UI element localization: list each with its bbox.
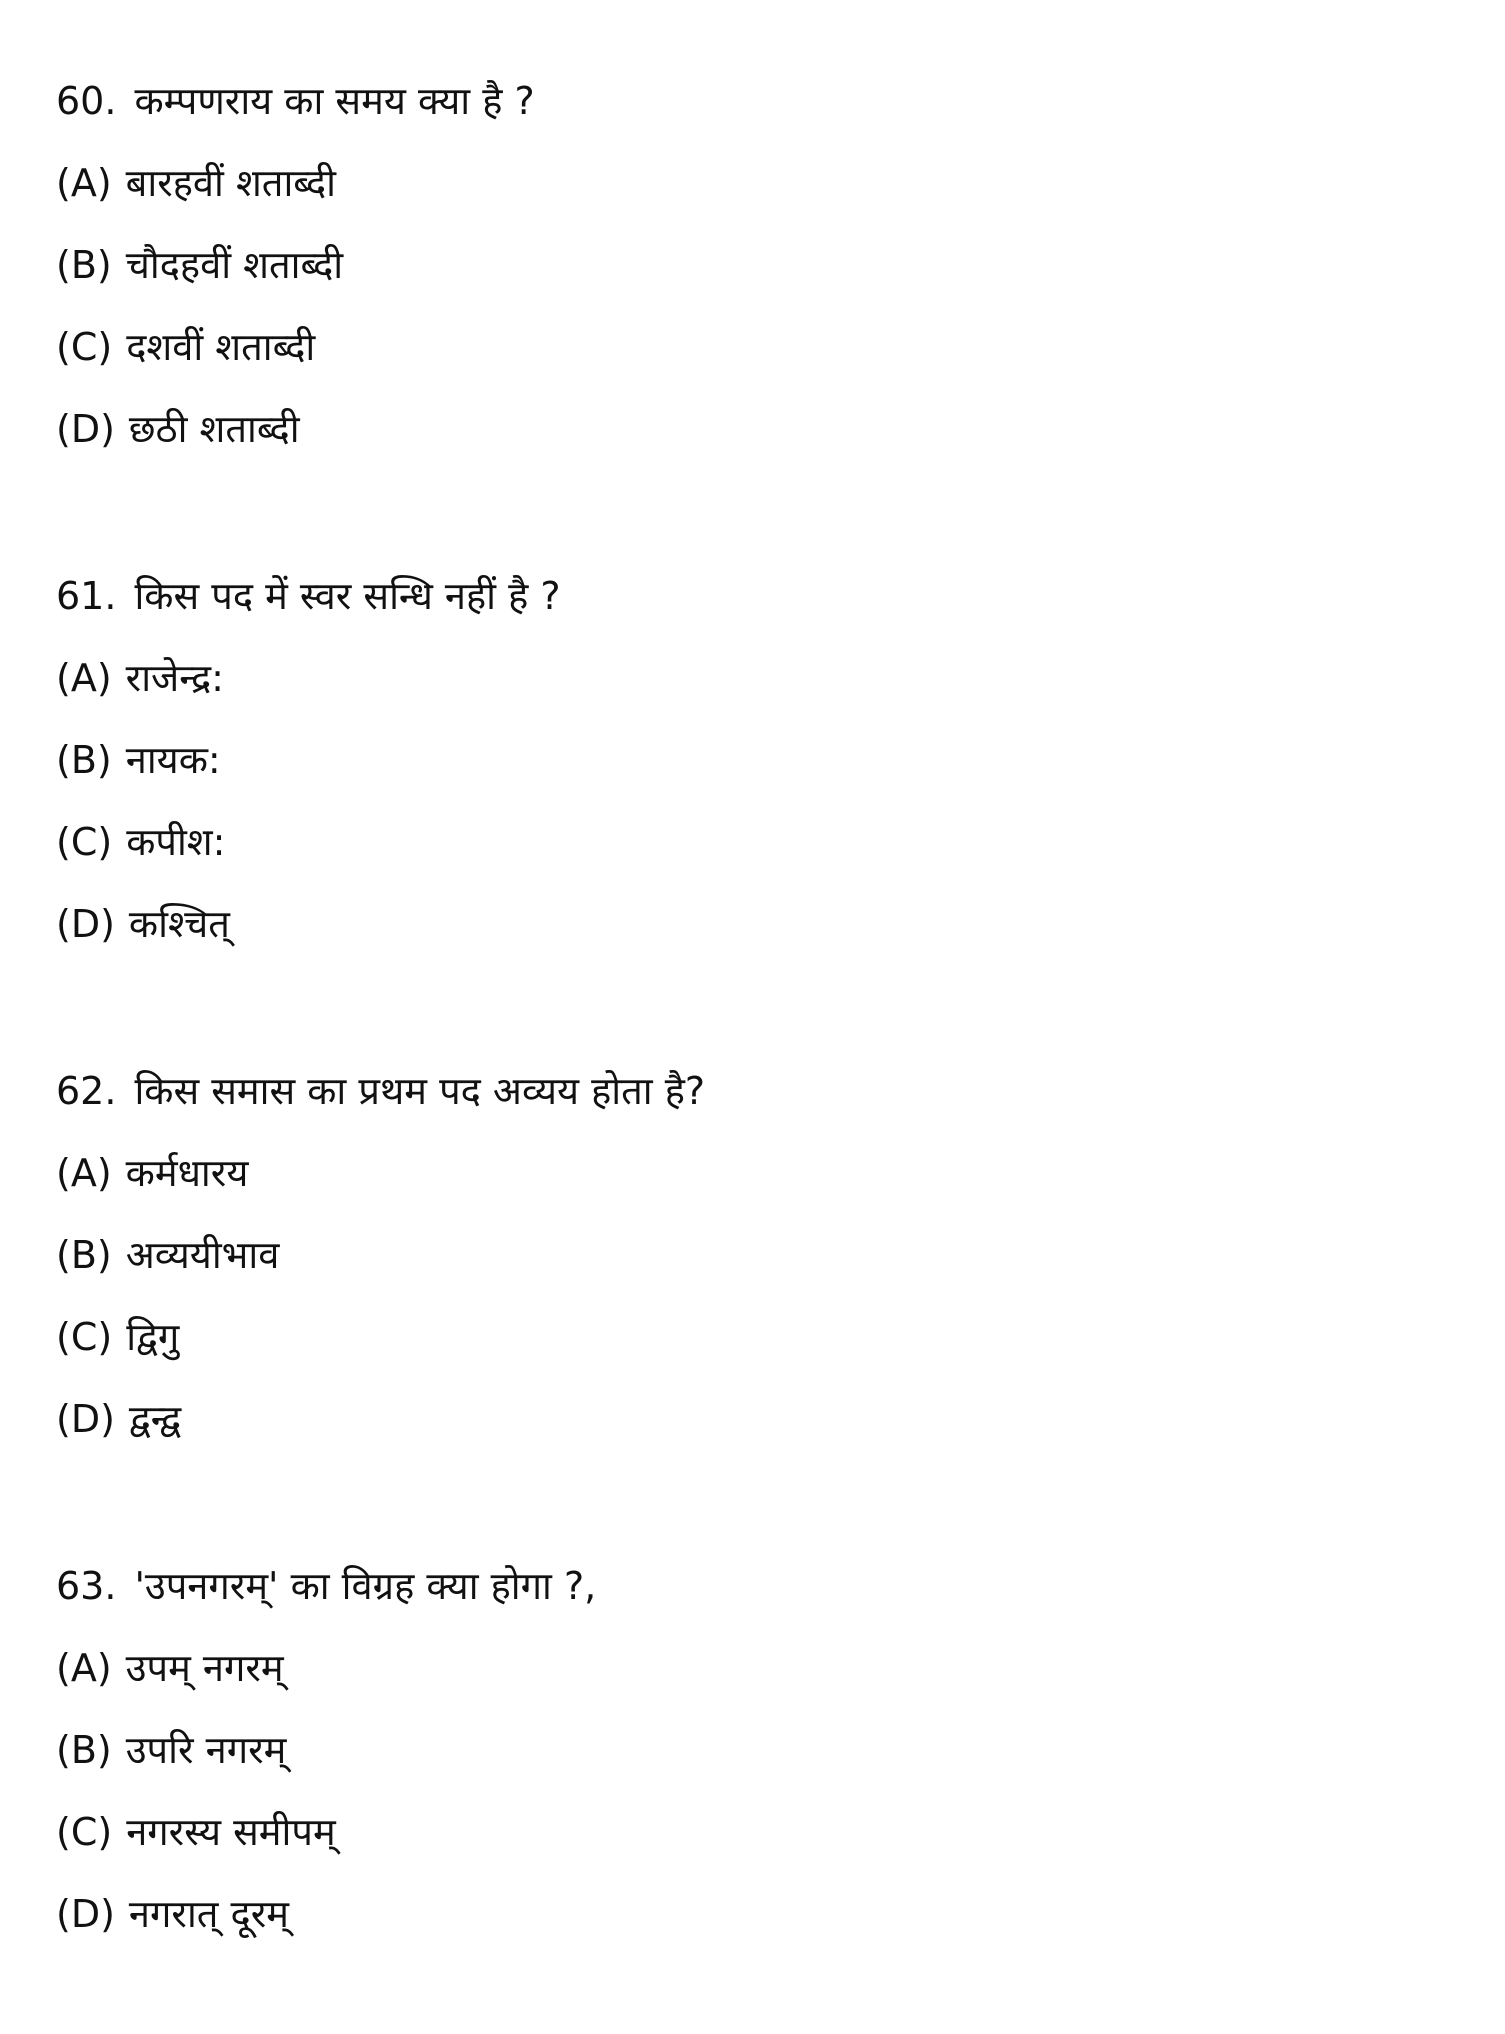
option-d (56, 1378, 1456, 1460)
question-text: किस पद में स्वर सन्धि नहीं है ? (134, 574, 561, 618)
option-text: द्वन्द्व (128, 1397, 182, 1441)
option-b (56, 1214, 1456, 1296)
option-text: छठी शताब्दी (128, 407, 300, 451)
question-number: 62. (56, 1069, 117, 1113)
option-a (56, 1627, 1456, 1709)
option-text: चौदहवीं शताब्दी (125, 243, 344, 287)
option-c (56, 801, 1456, 883)
option-text: नायक: (125, 738, 221, 782)
option-text: बारहवीं शताब्दी (125, 161, 336, 205)
option-label: (C) (56, 1315, 113, 1359)
question-63 (56, 1545, 1456, 1955)
option-label: (A) (56, 656, 112, 700)
option-label: (C) (56, 820, 113, 864)
option-label: (B) (56, 243, 112, 287)
question-text: कम्पणराय का समय क्या है ? (134, 79, 535, 123)
option-d (56, 388, 1456, 470)
question-62 (56, 1050, 1456, 1460)
option-text: नगरस्य समीपम् (126, 1810, 336, 1854)
question-text: किस समास का प्रथम पद अव्यय होता है? (134, 1069, 706, 1113)
option-a (56, 1132, 1456, 1214)
option-text: कर्मधारय (125, 1151, 249, 1195)
option-label: (A) (56, 1151, 112, 1195)
question-stem (56, 555, 1456, 637)
option-c (56, 306, 1456, 388)
option-label: (C) (56, 1810, 113, 1854)
question-number: 60. (56, 79, 117, 123)
question-stem (56, 1050, 1456, 1132)
question-stem (56, 1545, 1456, 1627)
option-text: नगरात् दूरम् (128, 1892, 289, 1936)
option-label: (B) (56, 738, 112, 782)
question-number: 61. (56, 574, 117, 618)
option-c (56, 1296, 1456, 1378)
question-61 (56, 555, 1456, 965)
option-text: दशवीं शताब्दी (126, 325, 316, 369)
option-b (56, 719, 1456, 801)
option-label: (A) (56, 161, 112, 205)
option-a (56, 142, 1456, 224)
option-text: द्विगु (126, 1315, 180, 1359)
option-d (56, 1873, 1456, 1955)
question-text: 'उपनगरम्' का विग्रह क्या होगा ?, (134, 1564, 597, 1608)
option-label: (C) (56, 325, 113, 369)
option-label: (D) (56, 902, 115, 946)
option-label: (D) (56, 407, 115, 451)
option-b (56, 1709, 1456, 1791)
option-c (56, 1791, 1456, 1873)
option-a (56, 637, 1456, 719)
option-label: (B) (56, 1233, 112, 1277)
option-label: (D) (56, 1397, 115, 1441)
option-text: कपीश: (126, 820, 226, 864)
option-label: (B) (56, 1728, 112, 1772)
option-d (56, 883, 1456, 965)
option-b (56, 224, 1456, 306)
option-label: (A) (56, 1646, 112, 1690)
option-text: राजेन्द्र: (125, 656, 224, 700)
question-stem (56, 60, 1456, 142)
option-text: अव्ययीभाव (125, 1233, 280, 1277)
option-text: उपरि नगरम् (125, 1728, 287, 1772)
option-text: कश्चित् (128, 902, 230, 946)
option-label: (D) (56, 1892, 115, 1936)
option-text: उपम् नगरम् (125, 1646, 284, 1690)
question-60 (56, 60, 1456, 470)
question-number: 63. (56, 1564, 117, 1608)
